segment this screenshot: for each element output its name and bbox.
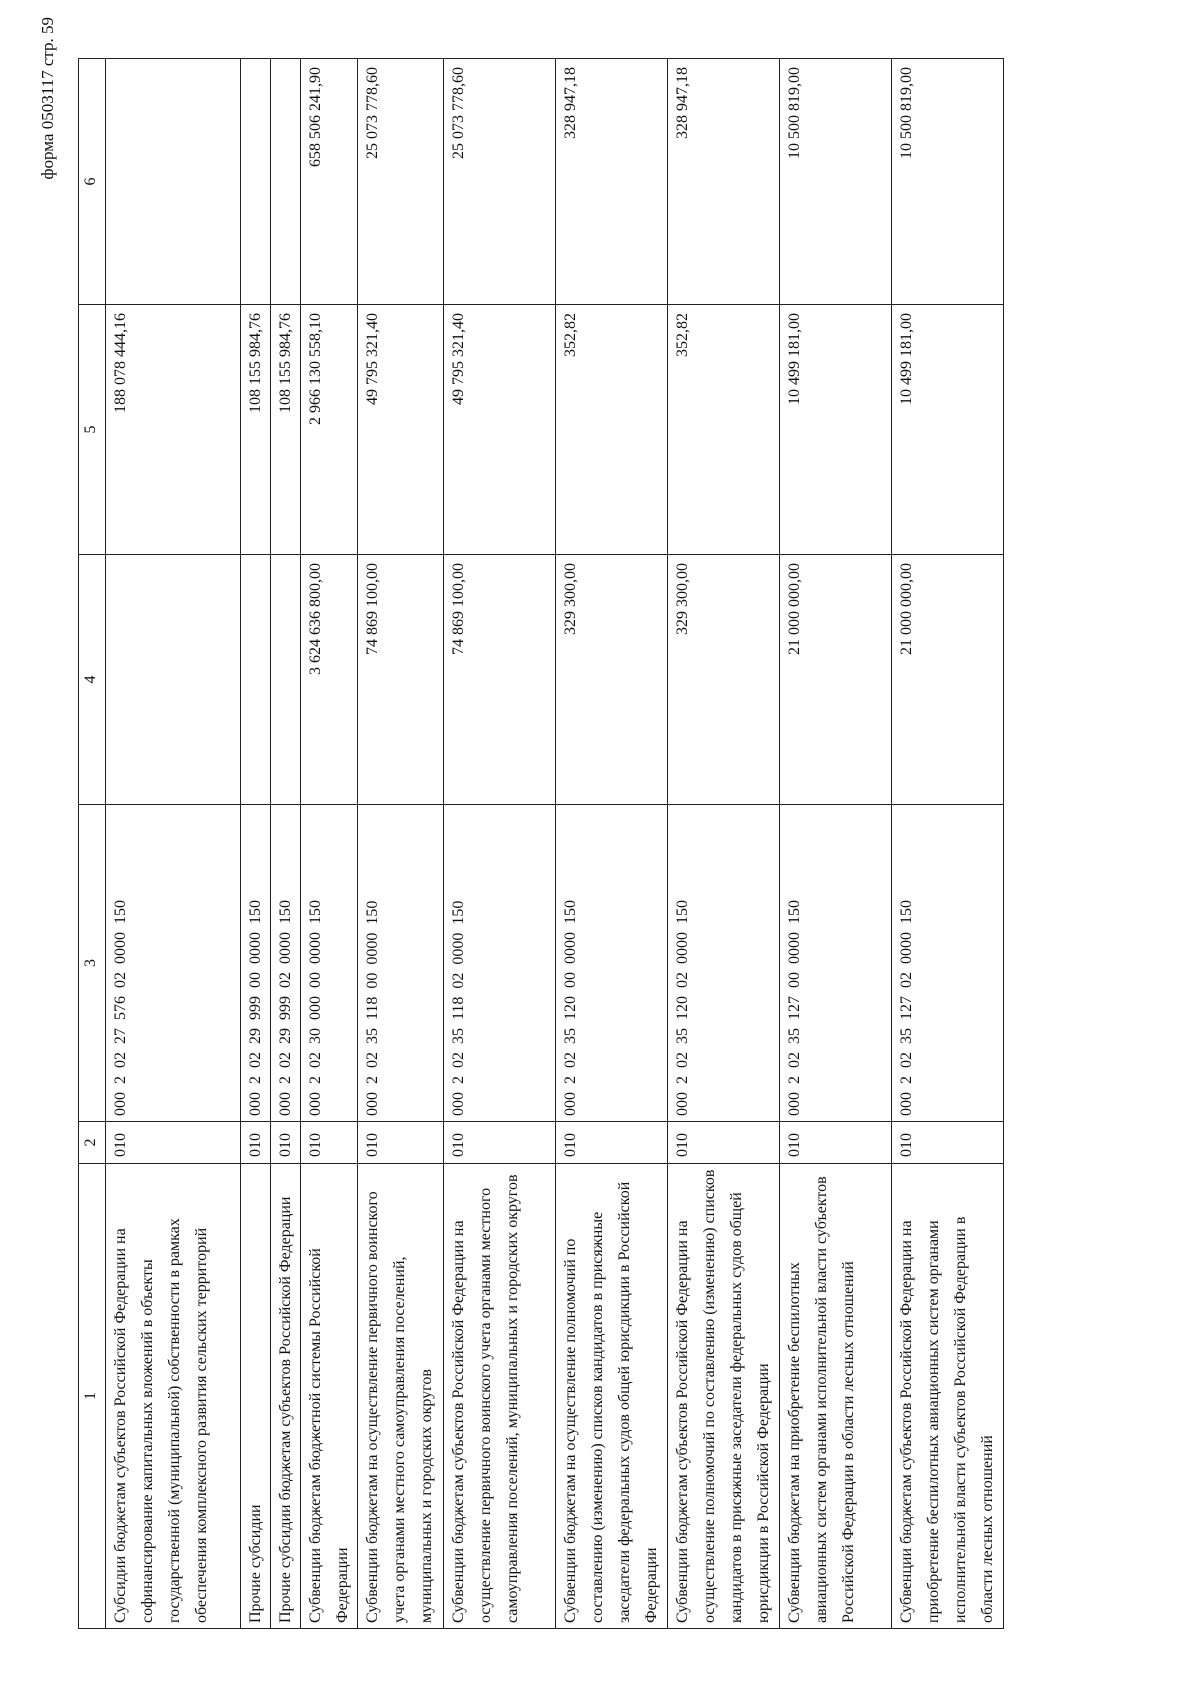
unexecuted-amount: 10 500 819,00 [892, 59, 1004, 305]
table-row [271, 59, 301, 1629]
line-code: 010 [556, 1122, 668, 1164]
row-name: Субсидии бюджетам субъектов Российской Федерации на софинансирование капитальных вложений в объекты государственной (муниципальной) собственности в рамках обеспечения комплексного развития сельских территорий [106, 1164, 241, 1629]
line-code: 010 [358, 1122, 444, 1164]
row-name: Субвенции бюджетам на осуществление полномочий по составлению (изменению) списков кандидатов в присяжные заседатели федеральных судов общей юрисдикции в Российской Федерации [556, 1164, 668, 1629]
line-code: 010 [780, 1122, 892, 1164]
page-header: форма 0503117 стр. 59 [38, 17, 57, 180]
unexecuted-amount [241, 59, 271, 305]
approved-amount: 74 869 100,00 [444, 555, 556, 805]
income-code: 000 2 02 29 999 00 0000 150 [241, 805, 271, 1122]
row-name: Субвенции бюджетам бюджетной системы Российской Федерации [301, 1164, 358, 1629]
column-header: 2 [79, 1122, 106, 1164]
approved-amount [106, 555, 241, 805]
row-name: Субвенции бюджетам на приобретение беспилотных авиационных систем органами исполнительной власти субъектов Российской Федерации в области лесных отношений [780, 1164, 892, 1629]
table-row [780, 59, 892, 1629]
approved-amount: 21 000 000,00 [780, 555, 892, 805]
unexecuted-amount: 328 947,18 [668, 59, 780, 305]
unexecuted-amount [271, 59, 301, 305]
row-name: Прочие субсидии бюджетам субъектов Российской Федерации [271, 1164, 301, 1629]
approved-amount: 329 300,00 [668, 555, 780, 805]
unexecuted-amount: 10 500 819,00 [780, 59, 892, 305]
unexecuted-amount [106, 59, 241, 305]
line-code: 010 [106, 1122, 241, 1164]
income-code: 000 2 02 35 120 02 0000 150 [668, 805, 780, 1122]
income-code: 000 2 02 35 127 00 0000 150 [780, 805, 892, 1122]
approved-amount: 21 000 000,00 [892, 555, 1004, 805]
column-header: 1 [79, 1164, 106, 1629]
table-row [892, 59, 1004, 1629]
unexecuted-amount: 658 506 241,90 [301, 59, 358, 305]
executed-amount: 108 155 984,76 [271, 305, 301, 555]
column-header: 4 [79, 555, 106, 805]
table-row [301, 59, 358, 1629]
row-name: Субвенции бюджетам субъектов Российской Федерации на осуществление полномочий по составлению (изменению) списков кандидатов в присяжные заседатели федеральных судов общей юрисдикции в Российской Федерации [668, 1164, 780, 1629]
executed-amount: 352,82 [668, 305, 780, 555]
line-code: 010 [241, 1122, 271, 1164]
row-name: Прочие субсидии [241, 1164, 271, 1629]
income-code: 000 2 02 35 118 00 0000 150 [358, 805, 444, 1122]
approved-amount [271, 555, 301, 805]
executed-amount: 2 966 130 558,10 [301, 305, 358, 555]
income-code: 000 2 02 29 999 02 0000 150 [271, 805, 301, 1122]
executed-amount: 352,82 [556, 305, 668, 555]
table-row [444, 59, 556, 1629]
executed-amount: 188 078 444,16 [106, 305, 241, 555]
row-name: Субвенции бюджетам субъектов Российской Федерации на приобретение беспилотных авиационных систем органами исполнительной власти субъектов Российской Федерации в области лесных отношений [892, 1164, 1004, 1629]
report-table [78, 58, 1004, 1629]
approved-amount: 74 869 100,00 [358, 555, 444, 805]
table-row [106, 59, 241, 1629]
line-code: 010 [301, 1122, 358, 1164]
line-code: 010 [668, 1122, 780, 1164]
income-code: 000 2 02 35 118 02 0000 150 [444, 805, 556, 1122]
unexecuted-amount: 25 073 778,60 [358, 59, 444, 305]
executed-amount: 49 795 321,40 [358, 305, 444, 555]
column-header: 6 [79, 59, 106, 305]
header-row [79, 59, 106, 1629]
executed-amount: 108 155 984,76 [241, 305, 271, 555]
approved-amount [241, 555, 271, 805]
line-code: 010 [444, 1122, 556, 1164]
income-code: 000 2 02 27 576 02 0000 150 [106, 805, 241, 1122]
income-code: 000 2 02 35 120 00 0000 150 [556, 805, 668, 1122]
executed-amount: 10 499 181,00 [780, 305, 892, 555]
column-header: 3 [79, 805, 106, 1122]
column-header: 5 [79, 305, 106, 555]
income-code: 000 2 02 30 000 00 0000 150 [301, 805, 358, 1122]
executed-amount: 49 795 321,40 [444, 305, 556, 555]
row-name: Субвенции бюджетам субъектов Российской Федерации на осуществление первичного воинского учета органами местного самоуправления поселений, муниципальных и городских округов [444, 1164, 556, 1629]
unexecuted-amount: 328 947,18 [556, 59, 668, 305]
approved-amount: 329 300,00 [556, 555, 668, 805]
table-row [358, 59, 444, 1629]
line-code: 010 [892, 1122, 1004, 1164]
executed-amount: 10 499 181,00 [892, 305, 1004, 555]
income-code: 000 2 02 35 127 02 0000 150 [892, 805, 1004, 1122]
table-row [556, 59, 668, 1629]
row-name: Субвенции бюджетам на осуществление первичного воинского учета органами местного самоуправления поселений, муниципальных и городских округов [358, 1164, 444, 1629]
table-row [668, 59, 780, 1629]
approved-amount: 3 624 636 800,00 [301, 555, 358, 805]
table-row [241, 59, 271, 1629]
line-code: 010 [271, 1122, 301, 1164]
unexecuted-amount: 25 073 778,60 [444, 59, 556, 305]
